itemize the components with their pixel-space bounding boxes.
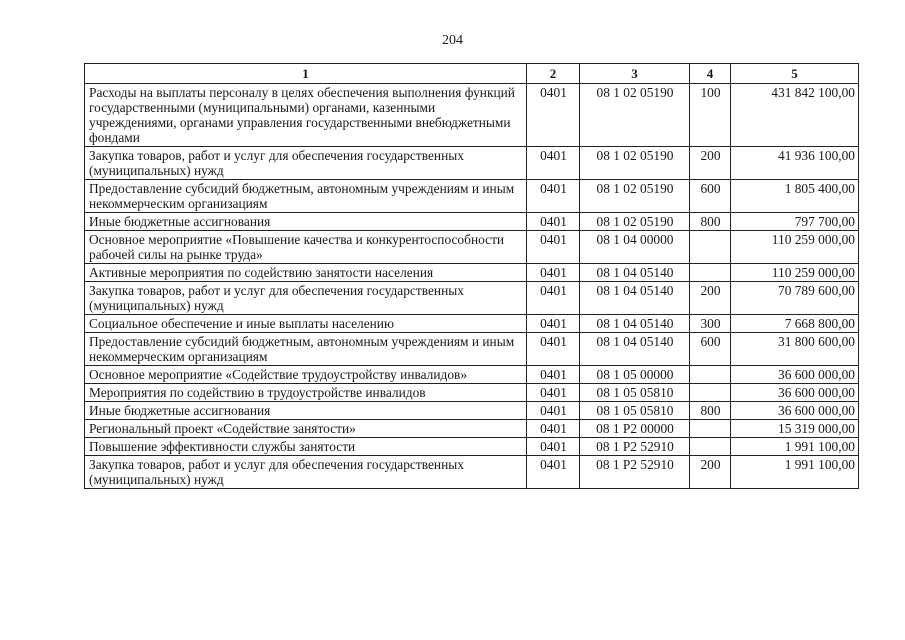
cell-expense-type: 800 [690, 213, 731, 231]
cell-name: Предоставление субсидий бюджетным, автономным учреждениям и иным некоммерческим организациям [85, 333, 527, 366]
cell-amount: 1 991 100,00 [731, 456, 859, 489]
cell-name: Региональный проект «Содействие занятости» [85, 420, 527, 438]
table-row [85, 231, 859, 264]
table-row [85, 333, 859, 366]
table-body [85, 84, 859, 489]
header-col-1: 1 [85, 64, 527, 84]
cell-section: 0401 [527, 282, 580, 315]
cell-expense-type: 200 [690, 147, 731, 180]
cell-section: 0401 [527, 402, 580, 420]
cell-amount: 41 936 100,00 [731, 147, 859, 180]
cell-name: Иные бюджетные ассигнования [85, 213, 527, 231]
header-col-4: 4 [690, 64, 731, 84]
cell-target-article: 08 1 02 05190 [580, 84, 690, 147]
cell-section: 0401 [527, 456, 580, 489]
cell-amount: 1 805 400,00 [731, 180, 859, 213]
cell-name: Повышение эффективности службы занятости [85, 438, 527, 456]
cell-name: Предоставление субсидий бюджетным, автономным учреждениям и иным некоммерческим организациям [85, 180, 527, 213]
cell-section: 0401 [527, 315, 580, 333]
cell-name: Мероприятия по содействию в трудоустройстве инвалидов [85, 384, 527, 402]
cell-section: 0401 [527, 384, 580, 402]
cell-amount: 31 800 600,00 [731, 333, 859, 366]
cell-target-article: 08 1 04 05140 [580, 264, 690, 282]
cell-target-article: 08 1 02 05190 [580, 180, 690, 213]
cell-amount: 7 668 800,00 [731, 315, 859, 333]
cell-section: 0401 [527, 333, 580, 366]
cell-amount: 110 259 000,00 [731, 264, 859, 282]
cell-name: Закупка товаров, работ и услуг для обеспечения государственных (муниципальных) нужд [85, 456, 527, 489]
table-row [85, 420, 859, 438]
cell-expense-type: 300 [690, 315, 731, 333]
cell-amount: 797 700,00 [731, 213, 859, 231]
cell-expense-type [690, 366, 731, 384]
table-row [85, 384, 859, 402]
cell-target-article: 08 1 P2 52910 [580, 438, 690, 456]
header-row [85, 64, 859, 84]
cell-target-article: 08 1 02 05190 [580, 213, 690, 231]
cell-section: 0401 [527, 213, 580, 231]
cell-amount: 1 991 100,00 [731, 438, 859, 456]
cell-amount: 15 319 000,00 [731, 420, 859, 438]
table-row [85, 282, 859, 315]
table-row [85, 147, 859, 180]
table-row [85, 84, 859, 147]
cell-target-article: 08 1 05 05810 [580, 384, 690, 402]
cell-name: Расходы на выплаты персоналу в целях обеспечения выполнения функций государственными (муниципальными) органами, казенными учреждениями, органами управления государственными внебюджетными фондами [85, 84, 527, 147]
header-col-3: 3 [580, 64, 690, 84]
cell-expense-type: 800 [690, 402, 731, 420]
cell-expense-type: 200 [690, 282, 731, 315]
cell-name: Активные мероприятия по содействию занятости населения [85, 264, 527, 282]
cell-name: Социальное обеспечение и иные выплаты населению [85, 315, 527, 333]
cell-expense-type: 100 [690, 84, 731, 147]
cell-target-article: 08 1 05 05810 [580, 402, 690, 420]
budget-table [84, 63, 859, 489]
cell-expense-type [690, 264, 731, 282]
cell-target-article: 08 1 P2 52910 [580, 456, 690, 489]
cell-section: 0401 [527, 264, 580, 282]
cell-section: 0401 [527, 180, 580, 213]
cell-name: Иные бюджетные ассигнования [85, 402, 527, 420]
cell-expense-type [690, 231, 731, 264]
cell-expense-type [690, 384, 731, 402]
cell-amount: 110 259 000,00 [731, 231, 859, 264]
header-col-5: 5 [731, 64, 859, 84]
cell-target-article: 08 1 05 00000 [580, 366, 690, 384]
table-row [85, 438, 859, 456]
table-row [85, 315, 859, 333]
cell-amount: 431 842 100,00 [731, 84, 859, 147]
cell-name: Основное мероприятие «Содействие трудоустройству инвалидов» [85, 366, 527, 384]
cell-amount: 36 600 000,00 [731, 384, 859, 402]
cell-amount: 36 600 000,00 [731, 366, 859, 384]
table-row [85, 402, 859, 420]
cell-amount: 36 600 000,00 [731, 402, 859, 420]
table-row [85, 213, 859, 231]
cell-expense-type: 600 [690, 333, 731, 366]
cell-section: 0401 [527, 366, 580, 384]
cell-expense-type: 200 [690, 456, 731, 489]
cell-name: Закупка товаров, работ и услуг для обеспечения государственных (муниципальных) нужд [85, 147, 527, 180]
cell-expense-type [690, 420, 731, 438]
cell-section: 0401 [527, 147, 580, 180]
cell-name: Основное мероприятие «Повышение качества и конкурентоспособности рабочей силы на рынке труда» [85, 231, 527, 264]
table-row [85, 264, 859, 282]
table-row [85, 456, 859, 489]
cell-expense-type: 600 [690, 180, 731, 213]
cell-section: 0401 [527, 438, 580, 456]
page-number: 204 [442, 33, 463, 48]
cell-amount: 70 789 600,00 [731, 282, 859, 315]
cell-name: Закупка товаров, работ и услуг для обеспечения государственных (муниципальных) нужд [85, 282, 527, 315]
table-row [85, 180, 859, 213]
cell-section: 0401 [527, 420, 580, 438]
cell-target-article: 08 1 02 05190 [580, 147, 690, 180]
cell-section: 0401 [527, 84, 580, 147]
cell-target-article: 08 1 04 05140 [580, 333, 690, 366]
header-col-2: 2 [527, 64, 580, 84]
cell-target-article: 08 1 04 00000 [580, 231, 690, 264]
table-row [85, 366, 859, 384]
cell-target-article: 08 1 P2 00000 [580, 420, 690, 438]
cell-target-article: 08 1 04 05140 [580, 315, 690, 333]
cell-target-article: 08 1 04 05140 [580, 282, 690, 315]
cell-section: 0401 [527, 231, 580, 264]
cell-expense-type [690, 438, 731, 456]
